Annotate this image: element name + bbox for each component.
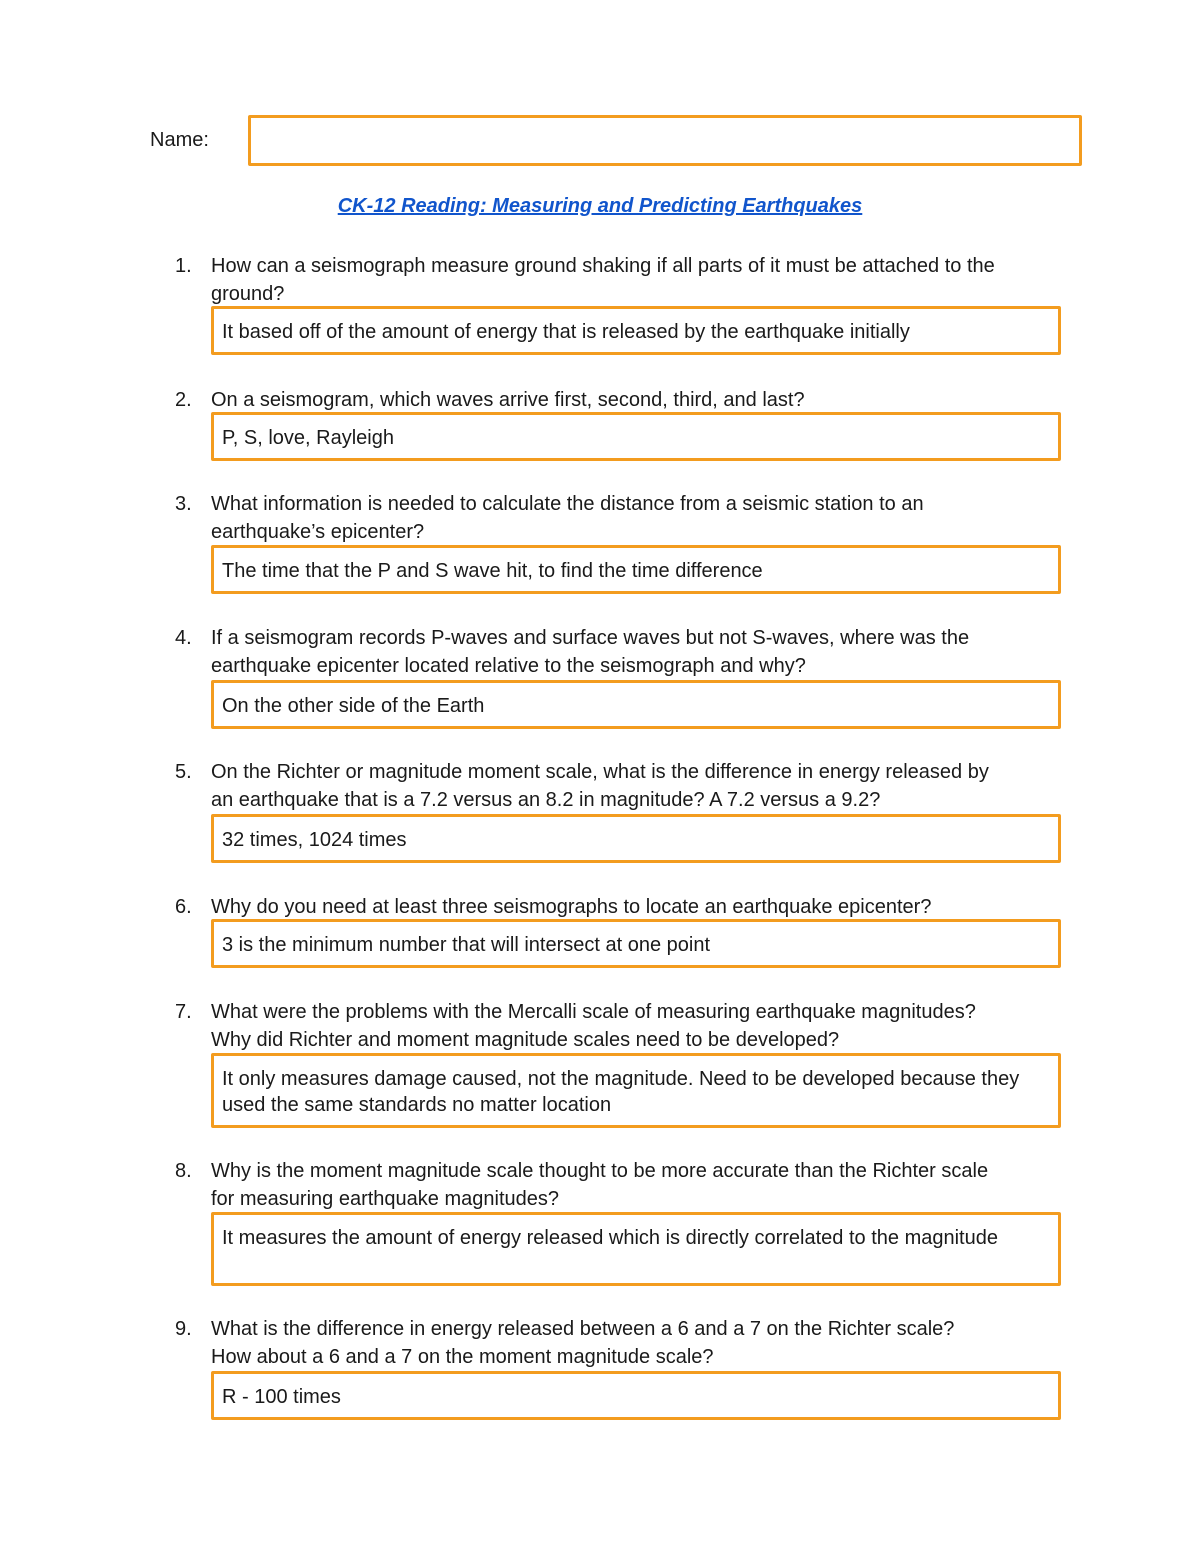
answer-field-2[interactable]: P, S, love, Rayleigh xyxy=(211,412,1061,461)
question-text: What is the difference in energy released between a 6 and a 7 on the Richter scale? How about a 6 and a 7 on the moment magnitude scale? xyxy=(211,1318,955,1368)
question-number: 1. xyxy=(175,255,192,277)
question-number: 9. xyxy=(175,1318,192,1340)
worksheet-title[interactable]: CK-12 Reading: Measuring and Predicting Earthquakes xyxy=(337,195,863,217)
answer-field-1[interactable]: It based off of the amount of energy that is released by the earthquake initially xyxy=(211,306,1061,355)
question-number: 4. xyxy=(175,627,192,649)
question-number: 8. xyxy=(175,1160,192,1182)
question-text: On the Richter or magnitude moment scale, what is the difference in energy released by an earthquake that is a 7.2 versus an 8.2 in magnitude? A 7.2 versus a 9.2? xyxy=(211,761,989,811)
question-number: 6. xyxy=(175,896,192,918)
answer-field-3[interactable]: The time that the P and S wave hit, to find the time difference xyxy=(211,545,1061,594)
question-text: Why is the moment magnitude scale thought to be more accurate than the Richter scale for measuring earthquake magnitudes? xyxy=(211,1160,989,1210)
answer-field-6[interactable]: 3 is the minimum number that will intersect at one point xyxy=(211,919,1061,968)
question-number: 5. xyxy=(175,761,192,783)
question-text: How can a seismograph measure ground shaking if all parts of it must be attached to the ground? xyxy=(211,255,995,305)
name-field[interactable] xyxy=(248,115,1082,166)
answer-field-8[interactable]: It measures the amount of energy released which is directly correlated to the magnitude xyxy=(211,1212,1061,1286)
answer-field-7[interactable]: It only measures damage caused, not the magnitude. Need to be developed because they used the same standards no matter location xyxy=(211,1053,1061,1128)
question-text: What were the problems with the Mercalli scale of measuring earthquake magnitudes? Why did Richter and moment magnitude scales need to be developed? xyxy=(211,1001,976,1051)
question-number: 2. xyxy=(175,389,192,411)
question-text: Why do you need at least three seismographs to locate an earthquake epicenter? xyxy=(211,896,932,918)
answer-field-5[interactable]: 32 times, 1024 times xyxy=(211,814,1061,863)
question-text: On a seismogram, which waves arrive first, second, third, and last? xyxy=(211,389,805,411)
question-number: 3. xyxy=(175,493,192,515)
answer-field-9[interactable]: R - 100 times xyxy=(211,1371,1061,1420)
answer-field-4[interactable]: On the other side of the Earth xyxy=(211,680,1061,729)
question-text: If a seismogram records P-waves and surface waves but not S-waves, where was the earthquake epicenter located relative to the seismograph and why? xyxy=(211,627,970,677)
name-label: Name: xyxy=(150,129,209,151)
question-number: 7. xyxy=(175,1001,192,1023)
question-text: What information is needed to calculate the distance from a seismic station to an earthquake’s epicenter? xyxy=(211,493,924,543)
